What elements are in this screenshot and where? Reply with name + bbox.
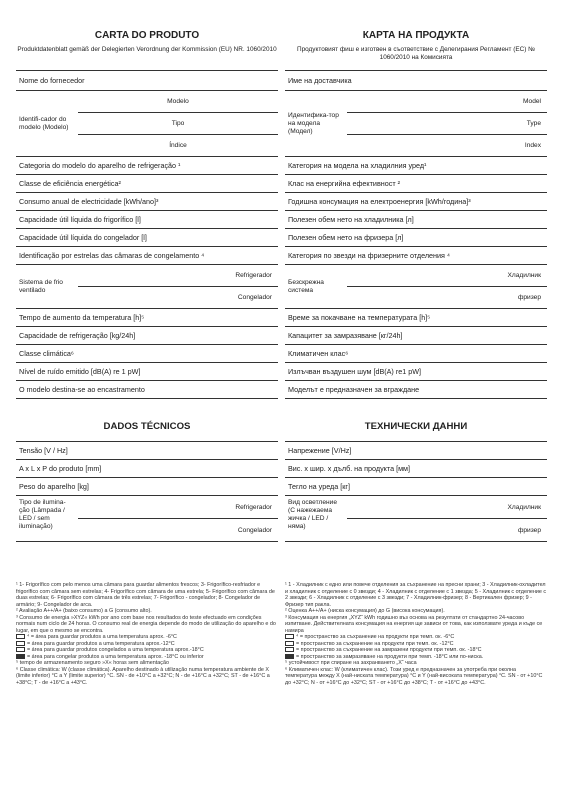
table-row: Моделът е предназначен за вграждане [285,381,547,399]
lighting-cells [78,496,278,541]
footnote: ³ Консумация на енергия „XYZ“ kWh годишно въз основа на резултати от стандартно 24-часово изпитване. Действителната консумация на енергия ще зависи от това, как използвате уреда и къде се намира [285,614,543,634]
two-star-icon [16,641,25,646]
frost-block [16,265,278,309]
subtitle: Продуктовият фиш е изготвен в съответствие с Делегирания Регламент (ЕС) № 1060/2010 на Комисията [296,46,536,62]
table-row: Тегло на уреда [кг] [285,478,547,496]
index-cell: Index [524,142,541,149]
one-star-icon [16,634,25,639]
footnote: ⁴ = пространство за съхранение на продукти при темп. ок. -6°C [285,634,547,641]
lighting-label: Tipo de ilumina-ção (Lâmpada / LED / sem iluminação) [19,499,66,530]
footnote: ⁵ tempo de armazenamento seguro »X« horas sem alimentação [16,660,169,666]
table-row: Capacidade útil líquida do congelador [l] [16,229,278,247]
footnote: ² Оценка A++/A+ (ниска консумация) до G (висока консумация). [285,608,445,614]
freezer-cell: фризер [517,526,541,534]
footnote: = área para guardar produtos a uma temperatura aprox.-12°C [16,641,278,648]
footnotes [16,582,278,686]
product-table [16,70,278,399]
model-block [285,91,547,157]
frost-label: Безскрежна система [288,278,324,294]
table-row: Peso do aparelho [kg] [16,478,278,496]
index-cell: Índice [169,142,187,149]
table-row: Classe de eficiência energética² [16,175,278,193]
four-star-icon [16,654,25,659]
right-column [285,0,547,542]
footnote: ⁶ Климатичен клас: W (климатичен клас). Този уред е предназначен за употреба при околна температура между X (най-ниската температура) °C и Y (най-високата температура) °C. SN - от +10°C до +32°C; N - от +16°C до +32°C; ST - от +16°C до +38°C; T - от +16°C до +43°C. [285,666,543,686]
table-row: Capacidade útil líquida do frigorífico [l] [16,211,278,229]
frost-cells [78,265,278,308]
fridge-cell: Хладилник [347,265,547,287]
table-row: Напрежение [V/Hz] [285,442,547,460]
supplier-row: Име на доставчика [285,71,547,91]
table-row: Полезен обем нето на хладилника [л] [285,211,547,229]
model-cells [347,91,547,156]
table-row: Капацитет за замразяване [кг/24h] [285,327,547,345]
lighting-block [285,496,547,542]
footnotes [285,582,547,686]
one-star-icon [285,634,294,639]
table-row: Полезен обем нето на фризера [л] [285,229,547,247]
four-star-icon [285,654,294,659]
tech-table [285,441,547,542]
table-row: Клас на енергийна ефективност ² [285,175,547,193]
table-row: Capacidade de refrigeração [kg/24h] [16,327,278,345]
footnote: ¹ 1- Frigorífico com pelo menos uma câmara para guardar alimentos frescos; 3- Frigorífico-resfriador e frigorífico com câmara sem estrelas; 4- Frigorífico com câmara de uma estrela; 5- Frigorífico com câmara de duas estrelas; 6- Frigorífico com câmara de três estrelas; 7- Frigorífico - congelador; 8- Congelador de armário; 9- Congelador de arca. [16,582,275,608]
lighting-block [16,496,278,542]
footnote: = пространство за съхранение на замразени продукти при темп. ок. -18°C [285,647,547,654]
model-cell: Modelo [78,91,278,113]
fridge-cell: Хладилник [347,496,547,519]
table-row: O modelo destina-se ao encastramento [16,381,278,399]
section-title: DADOS TÉCNICOS [103,421,191,432]
supplier-row: Nome do fornecedor [16,71,278,91]
lighting-label: Вид осветление (С нажежаема жичка / LED / няма) [288,499,337,530]
type-cell: Tipo [78,113,278,135]
footnote: = área para guardar produtos congelados a uma temperatura aprox.-18°C [16,647,278,654]
footnote: ² Avaliação A++/A+ (baixo consumo) a G (consumo alto). [16,608,152,614]
footnote: ⁴ = área para guardar produtos a uma temperatura aprox. -6°C [16,634,278,641]
table-row: Категория на модела на хладилния уред¹ [285,157,547,175]
table-row: Излъчван въздушен шум [dB(A) re1 pW] [285,363,547,381]
lighting-cells [347,496,547,541]
type-cell: Type [347,113,547,135]
footnote: = área para congelar produtos a uma temperatura aprox. -18°C ou inferior [16,654,278,661]
table-row: Categoria do modelo do aparelho de refrigeração ¹ [16,157,278,175]
table-row: Вис. x шир. x дълб. на продукта [мм] [285,460,547,478]
footnote: ¹ 1 - Хладилник с едно или повече отделения за съхранение на пресни храни; 3 - Хладилник-охладител и хладилник с отделение с 0 звезди; 4 - Хладилник с отделение с 1 звезда; 5 - Хладилник с отделение с 2 звезди; 6 - Хладилник с отделение с 3 звезди; 7 - Хладилник-фризер; 8 - Вертикален фризер; 9 - Фризер тип ракла. [285,582,547,608]
model-block [16,91,278,157]
model-cells [78,91,278,156]
freezer-cell: Congelador [237,294,272,301]
table-row: Nível de ruído emitido [dB(A) re 1 pW] [16,363,278,381]
freezer-cell: Congelador [237,526,272,534]
page-title: КАРТА НА ПРОДУКТА [362,30,470,41]
table-row: Климатичен клас⁶ [285,345,547,363]
table-row: Classe climática⁶ [16,345,278,363]
two-star-icon [285,641,294,646]
subtitle: Produktdatenblatt gemäß der Delegierten Verordnung der Kommission (EU) NR. 1060/2010 [17,46,277,53]
frost-cells [347,265,547,308]
tech-table [16,441,278,542]
footnote: = пространство за съхранение на продукти при темп. ок. -12°C [285,641,547,648]
section-title: ТЕХНИЧЕСКИ ДАННИ [364,421,468,432]
table-row: Consumo anual de electricidade [kWh/ano]³ [16,193,278,211]
product-table [285,70,547,399]
table-row: Identificação por estrelas das câmaras de congelamento ⁴ [16,247,278,265]
left-column [16,0,278,542]
fridge-cell: Refrigerador [78,496,278,519]
page-title: CARTA DO PRODUTO [94,30,200,41]
footnote: ⁶ Classe climática: W (classe climática). Aparelho destinado à utilização numa temperatura ambiente de X (limite inferior) °C a Y (limite superior) °C. SN - de +10°C a +32°C; N - de +16°C a +32°C; ST - de +16°C a +38°C; T - de +16°C a +43°C. [16,666,270,686]
table-row: A x L x P do produto [mm] [16,460,278,478]
frost-block [285,265,547,309]
frost-label: Sistema de frio ventilado [19,278,63,294]
table-row: Tensão [V / Hz] [16,442,278,460]
model-label: Идентифика-тор на модела (Модел) [288,111,339,135]
three-star-icon [16,647,25,652]
table-row: Категория по звезди на фризерните отделения ⁴ [285,247,547,265]
freezer-cell: фризер [517,294,541,301]
table-row: Tempo de aumento da temperatura [h]⁵ [16,309,278,327]
model-label: Identifi-cador do modelo (Modelo) [19,115,69,131]
model-cell: Model [347,91,547,113]
fridge-cell: Refrigerador [78,265,278,287]
three-star-icon [285,647,294,652]
footnote: ⁵ устойчивост при спиране на захранването „X“ часа [285,660,417,666]
table-row: Време за покачване на температурата [h]⁵ [285,309,547,327]
footnote: ³ Consumo de energia »XYZ« kWh por ano com base nos resultados do teste efectuado em condições normais num ciclo de 24 horas. O consumo real de energia depende do modo de utilização do aparelho e do lugar, em que o mesmo se encontra. [16,614,276,634]
table-row: Годишна консумация на електроенергия [kWh/година]³ [285,193,547,211]
footnote: = пространство за замразяване на продукти при темп. -18°C или по-ниска. [285,654,547,661]
